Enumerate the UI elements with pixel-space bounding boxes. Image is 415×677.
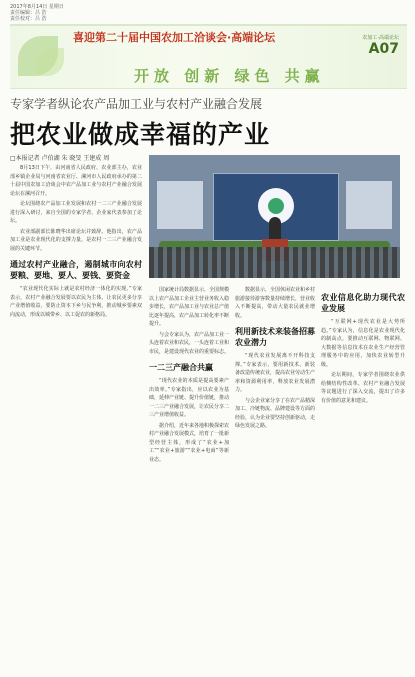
paragraph: 与会企业家分享了在农产品精深加工、冷链物流、品牌建设等方面的经验，认为企业要坚持创新驱动，走绿色发展之路。 [235, 397, 316, 429]
article-kicker: 专家学者纵论农产品加工业与农村产业融合发展 [10, 97, 263, 111]
masthead-meta [10, 4, 64, 22]
paragraph: 论坛围绕农产品加工业发展和农村一二三产业融合发展进行深入研讨，来自全国的专家学者、企业家代表参加了论坛。 [10, 201, 142, 224]
paragraph: 8月13日下午，由河南省人民政府、农业部主办，农业部乡镇企业局与河南省农业厅、漯河市人民政府承办的第二十届中国农加工洽谈会中农产品加工业与农村产业融合发展论坛在漯河召开。 [10, 165, 142, 197]
paragraph: 国家统计局数据显示，全国规模以上农产品加工企业主营业务收入稳步增长，农产品加工业与农业总产值比逐年提高，农产品加工转化率不断提升。 [149, 287, 230, 327]
article-column-4 [321, 286, 405, 407]
editor-line: 责任编辑：吕 浩 [10, 10, 47, 16]
paragraph: 数据显示，全国休闲农业和乡村旅游接待游客数量持续增长，营业收入不断提高，带动大量农民就业增收。 [235, 287, 316, 319]
paragraph: 据介绍，近年来各地积极探索农村产业融合发展模式，培育了一批新型经营主体，形成了“农业+加工”“农业+旅游”“农业+电商”等新业态。 [149, 422, 230, 463]
article-column-3 [235, 286, 315, 433]
paragraph: 农业部副部长陈晓华出席论坛并致辞。他指出，农产品加工业是农业现代化的支撑力量，是农村一二三产业融合发展的关键环节。 [10, 228, 142, 252]
banner-slogan: 开放 创新 绿色 共赢 [134, 67, 325, 85]
conference-photo [149, 155, 400, 278]
side-screen-left [157, 181, 203, 229]
article-byline: □本报记者 卢伯湖 朱 晓旻 王建成 周 [10, 155, 110, 162]
paragraph: 论坛期间，专家学者围绕农业供给侧结构性改革、农村产业融合发展等议题进行了深入交流，提出了许多有价值的意见和建议。 [321, 372, 405, 404]
page-marker [362, 34, 399, 57]
paragraph: “互联网+现代农业是大势所趋。”专家认为，信息化是农业现代化的制高点，要推动互联网、物联网、大数据等信息技术在农业生产经营管理服务中的应用，加快农业转型升级。 [321, 319, 405, 368]
article-column-2 [149, 286, 229, 466]
subheading: 利用新技术来装备招募农业潜力 [235, 327, 315, 347]
subheading: 农业信息化助力现代农业发展 [321, 293, 405, 313]
article-headline: 把农业做成幸福的产业 [10, 120, 271, 149]
audience-silhouettes [149, 247, 400, 278]
paragraph: “现代农业发展离不开科技支撑。”专家表示，要用新技术、新装备改造传统农业，提高农业劳动生产率和资源利用率，释放农业发展潜力。 [235, 353, 316, 393]
subheading: 通过农村产业融合，遏制城市向农村要粮、要地、要人、要钱、要资金 [10, 260, 142, 280]
leaf-decoration-icon [36, 48, 64, 76]
section-banner [10, 24, 407, 89]
subheading: 一二三产融合共赢 [149, 363, 213, 372]
side-screen-right [346, 181, 392, 229]
article-column-1 [10, 164, 142, 321]
edition-name: 农加工·高端论坛 [362, 35, 399, 41]
banner-title: 喜迎第二十届中国农加工洽谈会·高端论坛 [73, 31, 276, 44]
proof-line: 责任校对：吕 浩 [10, 16, 47, 22]
date-line: 2017年8月14日 星期日 [10, 4, 64, 10]
page-number: A07 [368, 41, 399, 57]
paragraph: 与会专家认为，农产品加工业一头连着农业和农民，一头连着工业和市民，是建设现代农业的重要标志。 [149, 331, 230, 355]
paragraph: “农业现代化实际上就是农村经济一体化的实现。”专家表示，农村产业融合发展要以农民为主体，让农民更多分享产业增值收益，要防止资本下乡与民争利，推动城乡要素双向流动，形成以城带乡、以工促农的新格局。 [10, 286, 142, 318]
paragraph: “现代农业的本质是提高要素产出效率。”专家指出，应以农业为基础，延伸产业链、提升价值链，推动一二三产业融合发展，让农民分享二三产业增值收益。 [149, 378, 230, 418]
